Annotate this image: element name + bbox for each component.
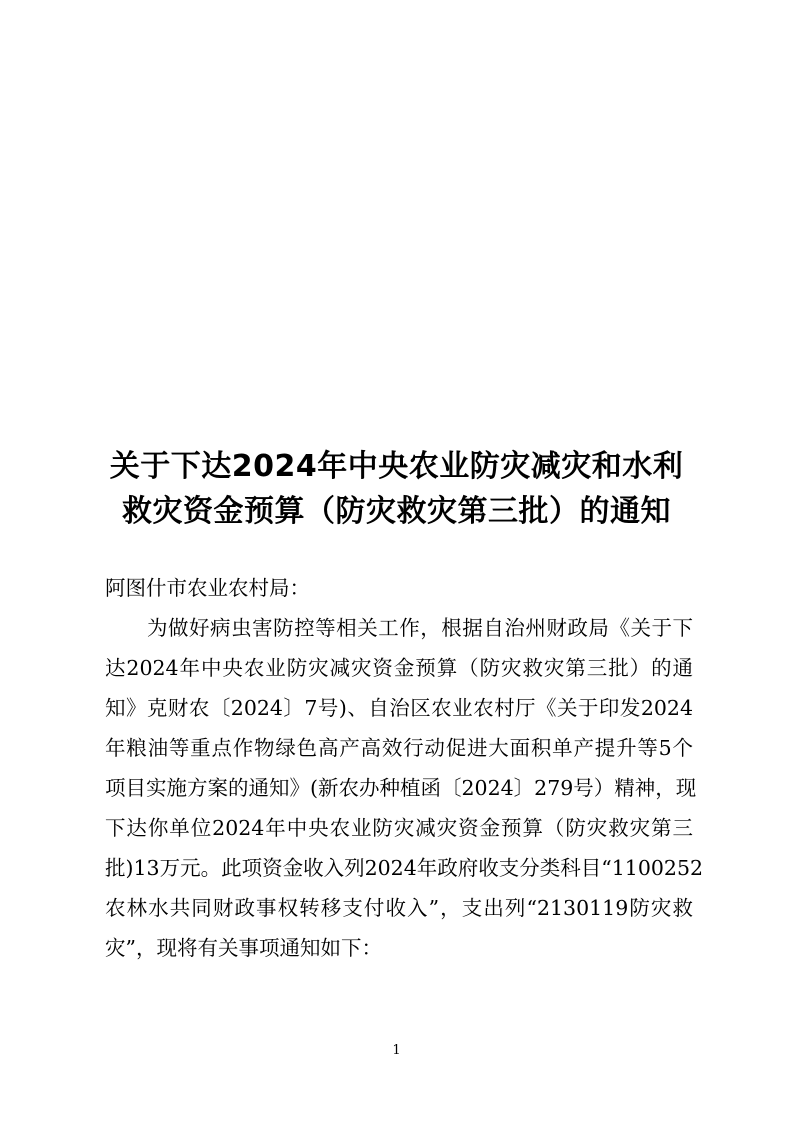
paragraph-line: 项目实施方案的通知》(新农办种植函〔2024〕279号）精神，现	[105, 776, 697, 800]
document-title-line-1: 关于下达2024年中央农业防灾减灾和水利	[109, 449, 684, 484]
paragraph-line: 为做好病虫害防控等相关工作，根据自治州财政局《关于下	[147, 616, 693, 640]
document-title-line-2: 救灾资金预算（防灾救灾第三批）的通知	[122, 494, 671, 529]
addressee: 阿图什市农业农村局：	[105, 576, 310, 600]
paragraph-line: 知》克财农〔2024〕7号)、自治区农业农村厅《关于印发2024	[105, 696, 693, 720]
paragraph-line: 农林水共同财政事权转移支付收入”，支出列“2130119防灾救	[105, 896, 693, 920]
paragraph-line-last: 灾”，现将有关事项通知如下：	[105, 936, 382, 960]
paragraph-line: 下达你单位2024年中央农业防灾减灾资金预算（防灾救灾第三	[105, 816, 693, 840]
paragraph-line: 达2024年中央农业防灾减灾资金预算（防灾救灾第三批）的通	[105, 656, 693, 680]
paragraph-line: 年粮油等重点作物绿色高产高效行动促进大面积单产提升等5个	[105, 736, 693, 760]
page-number: 1	[392, 1043, 401, 1058]
paragraph-line: 批)13万元。此项资金收入列2024年政府收支分类科目“1100252	[105, 856, 704, 880]
